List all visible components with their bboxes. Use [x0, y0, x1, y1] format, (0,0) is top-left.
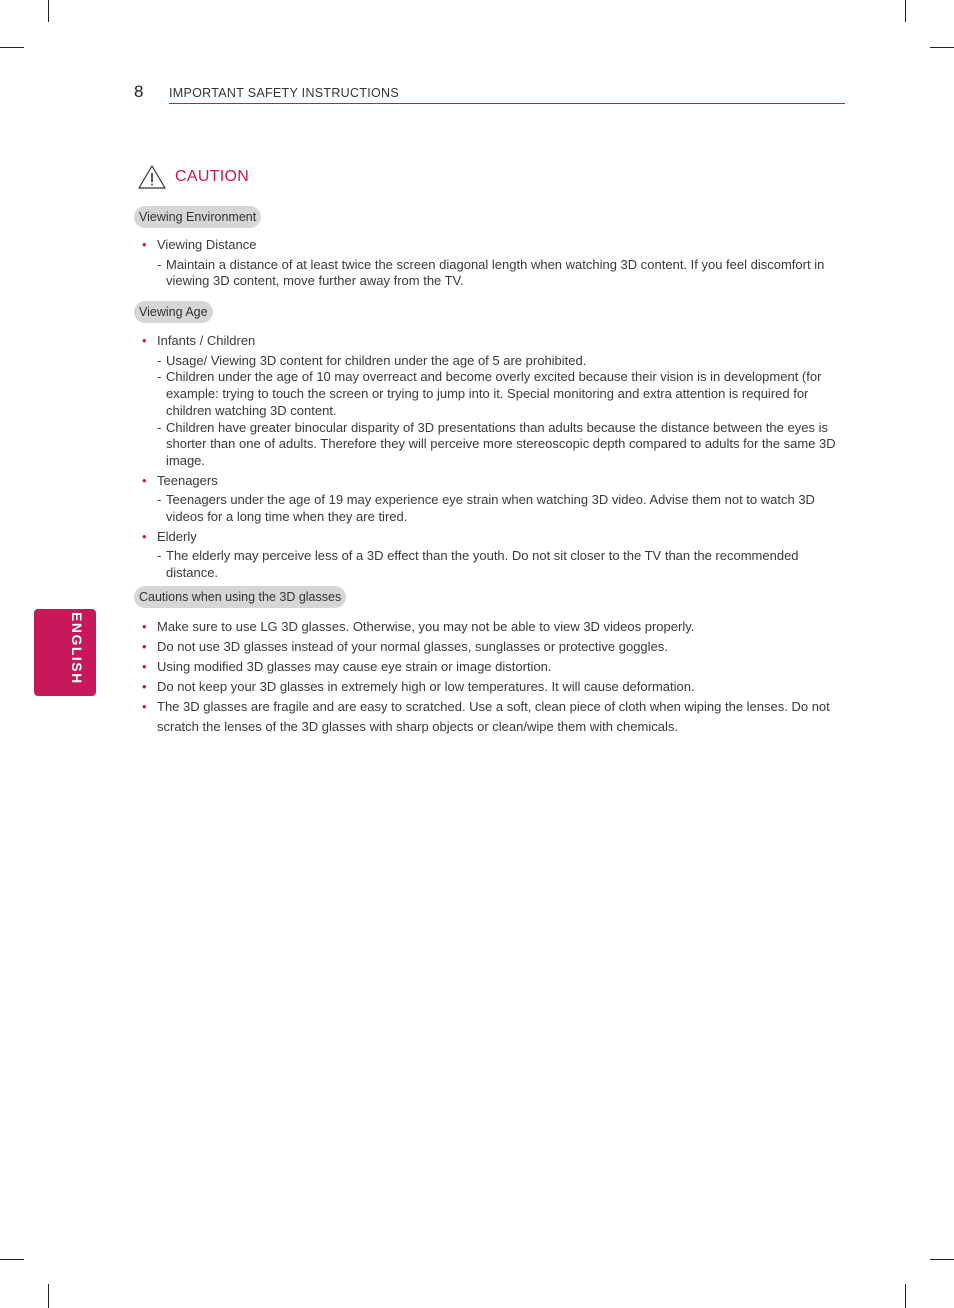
bullet-icon: • [142, 333, 147, 348]
crop-mark [905, 1284, 906, 1308]
section-label-3d-glasses: Cautions when using the 3D glasses [134, 586, 346, 608]
viewing-environment-list [142, 237, 852, 293]
crop-mark [48, 1284, 49, 1308]
caution-title: CAUTION [175, 168, 250, 185]
list-item [142, 473, 852, 526]
list-item-label: Viewing Distance [157, 237, 257, 252]
list-item-label: Elderly [157, 528, 197, 544]
glasses-cautions-list [142, 617, 842, 737]
bullet-icon: • [142, 639, 147, 654]
section-label-viewing-age: Viewing Age [134, 301, 213, 323]
bullet-icon: • [142, 472, 147, 488]
language-side-tab-label: ENGLISH [69, 612, 85, 685]
list-item [142, 237, 852, 290]
sub-item: - Maintain a distance of at least twice the screen diagonal length when watching 3D content. If you feel discomfort in viewing 3D content, move further away from the TV. [157, 256, 825, 289]
sub-item: - Teenagers under the age of 19 may experience eye strain when watching 3D video. Advise them not to watch 3D videos for a long time when they are tired. [157, 492, 815, 525]
sub-item: - Usage/ Viewing 3D content for children under the age of 5 are prohibited. [157, 352, 587, 368]
sub-item: - Children have greater binocular disparity of 3D presentations than adults because the distance between the eyes is shorter than one of adults. Therefore they will perceive more stereoscopic depth compared to adults for the same 3D image. [157, 419, 836, 468]
crop-mark [0, 47, 24, 48]
list-item [142, 529, 852, 582]
list-item: • Do not use 3D glasses instead of your normal glasses, sunglasses or protective goggles. [142, 637, 842, 657]
crop-mark [905, 0, 906, 22]
list-item: • Make sure to use LG 3D glasses. Otherwise, you may not be able to view 3D videos properly. [142, 617, 842, 637]
caution-heading [137, 163, 249, 191]
list-item: • Do not keep your 3D glasses in extremely high or low temperatures. It will cause deformation. [142, 677, 842, 697]
crop-mark [0, 1259, 24, 1260]
list-item: • The 3D glasses are fragile and are easy to scratched. Use a soft, clean piece of cloth when wiping the lenses. Do not scratch the lenses of the 3D glasses with sharp objects or clean/wipe them with chemicals. [142, 699, 830, 734]
section-label-viewing-environment: Viewing Environment [134, 206, 261, 228]
bullet-icon: • [142, 699, 147, 714]
list-item [142, 333, 852, 470]
bullet-icon: • [142, 679, 147, 694]
crop-mark [48, 0, 49, 22]
page-number: 8 [134, 82, 144, 101]
viewing-age-list [142, 333, 852, 585]
crop-mark [930, 1259, 954, 1260]
crop-mark [930, 47, 954, 48]
bullet-icon: • [142, 659, 147, 674]
sub-item: - The elderly may perceive less of a 3D effect than the youth. Do not sit closer to the TV than the recommended distance. [157, 548, 799, 581]
header-rule [169, 103, 845, 104]
bullet-icon: • [142, 237, 147, 252]
sub-item: - Children under the age of 10 may overreact and become overly excited because their vision is in development (for example: trying to touch the screen or trying to jump into it. Special monitoring and extra attention is required for children watching 3D content. [157, 369, 822, 418]
running-title: IMPORTANT SAFETY INSTRUCTIONS [169, 86, 400, 100]
list-item-label: Infants / Children [157, 333, 256, 348]
list-item-label: Teenagers [157, 472, 218, 488]
bullet-icon: • [142, 619, 147, 634]
bullet-icon: • [142, 528, 147, 544]
warning-triangle-icon [137, 164, 167, 190]
list-item: • Using modified 3D glasses may cause eye strain or image distortion. [142, 657, 842, 677]
